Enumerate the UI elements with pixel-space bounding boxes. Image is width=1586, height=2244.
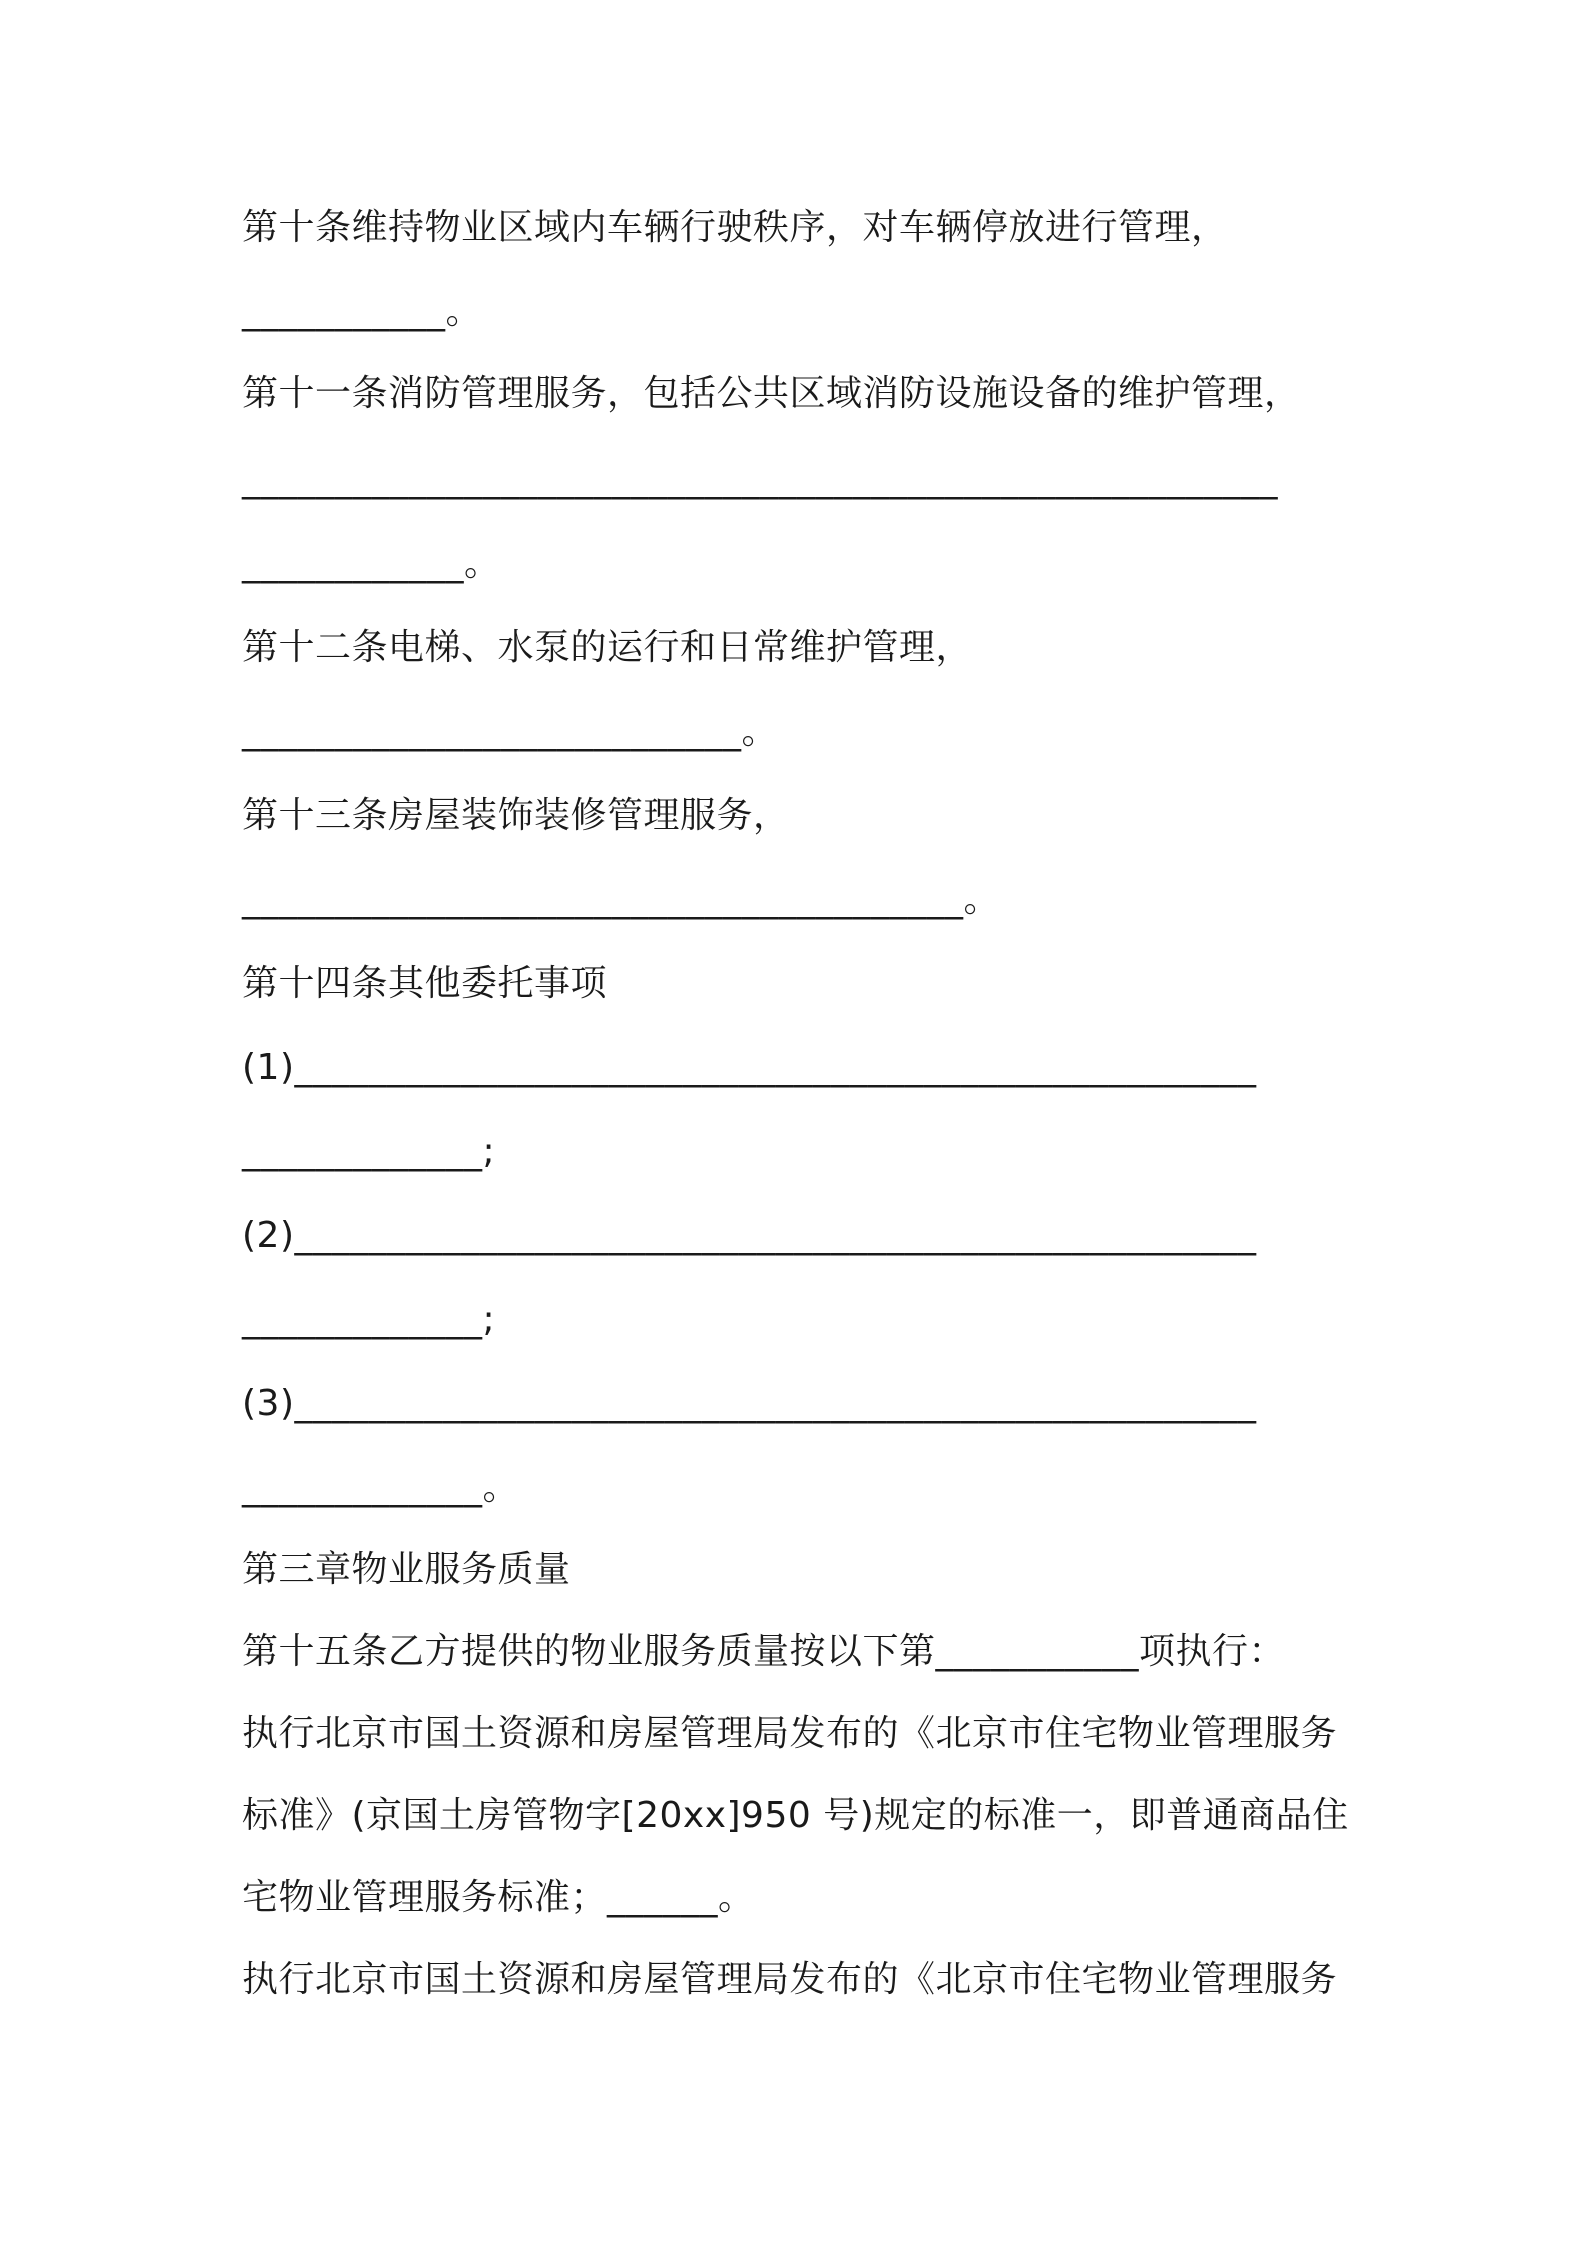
article-12-text: 第十二条电梯、水泵的运行和日常维护管理， <box>242 627 973 668</box>
article-11-blank-1: ________________________________________________________ <box>242 459 1278 500</box>
article-15-text: 第十五条乙方提供的物业服务质量按以下第___________项执行： <box>242 1631 1286 1672</box>
article-13-blank: _______________________________________。 <box>242 879 1000 920</box>
article-10-blank: ___________。 <box>242 291 483 332</box>
chapter-3-heading: 第三章物业服务质量 <box>242 1549 571 1590</box>
article-14-item-1: (1)____________________________________________________ <box>242 1047 1257 1088</box>
article-15-option-1: 执行北京市国土资源和房屋管理局发布的《北京市住宅物业管理服务 <box>242 1713 1338 1754</box>
article-11-text: 第十一条消防管理服务，包括公共区域消防设施设备的维护管理， <box>242 373 1301 414</box>
article-15-option-1-cont: 标准》(京国土房管物字[20xx]950 号)规定的标准一，即普通商品住 <box>242 1795 1349 1836</box>
article-14-text: 第十四条其他委托事项 <box>242 963 608 1004</box>
article-10-text: 第十条维持物业区域内车辆行驶秩序，对车辆停放进行管理， <box>242 207 1228 248</box>
article-14-item-1-cont: _____________; <box>242 1131 496 1172</box>
article-11-blank-2: ____________。 <box>242 543 501 584</box>
article-14-item-2-cont: _____________; <box>242 1299 496 1340</box>
article-15-option-2: 执行北京市国土资源和房屋管理局发布的《北京市住宅物业管理服务 <box>242 1959 1338 2000</box>
article-15-option-1-end: 宅物业管理服务标准；______。 <box>242 1877 755 1918</box>
article-12-blank: ___________________________。 <box>242 711 778 752</box>
article-13-text: 第十三条房屋装饰装修管理服务， <box>242 795 790 836</box>
article-14-item-3-cont: _____________。 <box>242 1467 519 1508</box>
article-14-item-2: (2)____________________________________________________ <box>242 1215 1257 1256</box>
article-14-item-3: (3)____________________________________________________ <box>242 1383 1257 1424</box>
